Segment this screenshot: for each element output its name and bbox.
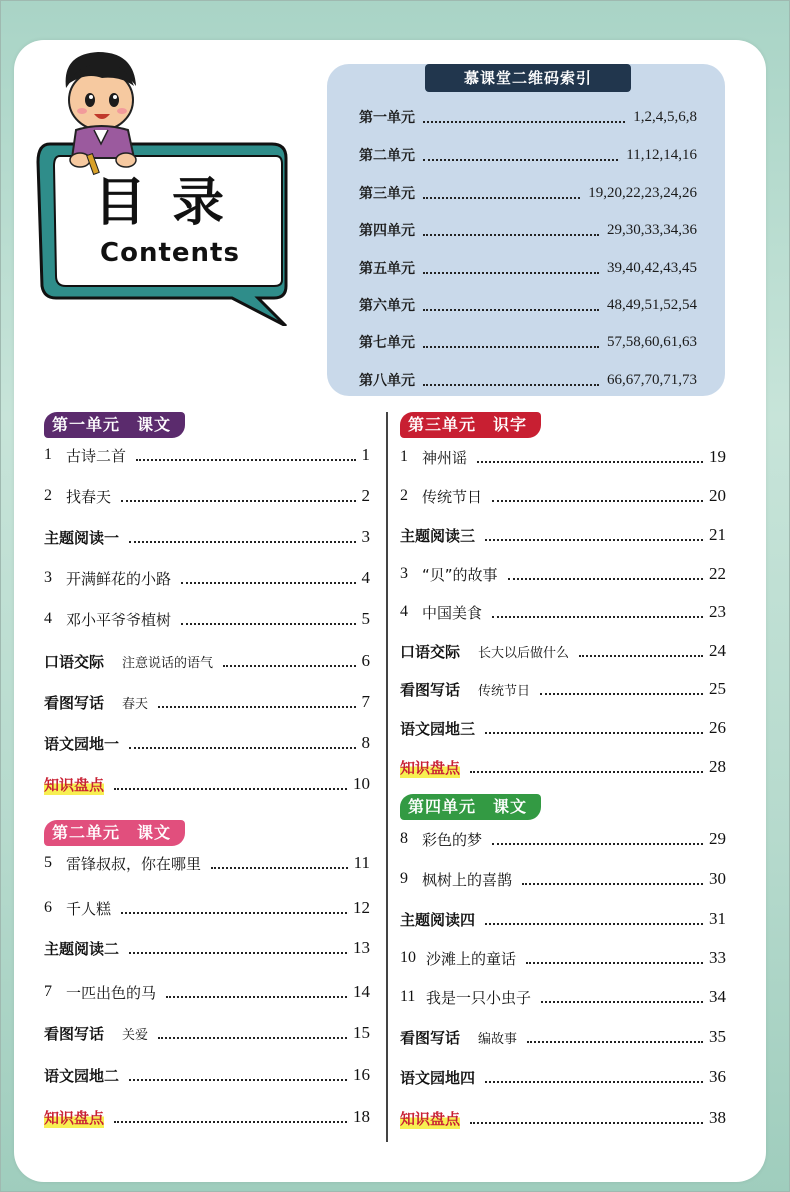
entry-title: 中国美食	[422, 603, 483, 622]
toc-entry[interactable]	[44, 526, 370, 548]
leader-dots	[485, 722, 703, 734]
leader-dots	[158, 696, 355, 708]
entry-page: 18	[353, 1107, 370, 1126]
leader-dots	[181, 572, 355, 584]
qr-row[interactable]	[359, 219, 697, 241]
entry-page: 8	[361, 733, 370, 752]
qr-row-pages: 57,58,60,61,63	[607, 333, 697, 350]
entry-page: 3	[361, 527, 370, 546]
entry-title: 开满鲜花的小路	[66, 569, 172, 588]
entry-subtitle: 注意说话的语气	[122, 655, 214, 671]
entry-page: 24	[709, 641, 726, 660]
leader-dots	[114, 778, 347, 790]
toc-entry[interactable]	[400, 446, 726, 468]
toc-entry[interactable]	[44, 1106, 370, 1128]
leader-dots	[477, 451, 703, 463]
column-divider	[386, 412, 388, 1142]
entry-page: 23	[709, 602, 726, 621]
entry-page: 4	[361, 568, 370, 587]
entry-page: 2	[361, 486, 370, 505]
entry-page: 36	[709, 1067, 726, 1086]
unit2-header: 第二单元 课文	[44, 820, 185, 846]
entry-title: 看图写话	[400, 1028, 461, 1047]
entry-title: 我是一只小虫子	[426, 988, 532, 1007]
qr-row[interactable]	[359, 182, 697, 204]
qr-row-pages: 29,30,33,34,36	[607, 221, 697, 238]
leader-dots	[158, 1027, 347, 1039]
entry-page: 35	[709, 1027, 726, 1046]
entry-page: 20	[709, 486, 726, 505]
entry-title: 语文园地四	[400, 1068, 476, 1087]
entry-title: 找春天	[66, 487, 112, 506]
entry-page: 10	[353, 774, 370, 793]
entry-page: 30	[709, 869, 726, 888]
entry-title: 神州谣	[422, 448, 468, 467]
entry-title: 口语交际	[44, 652, 105, 671]
entry-title: 邓小平爷爷植树	[66, 610, 172, 629]
entry-title: 古诗二首	[66, 446, 127, 465]
leader-dots	[423, 262, 599, 274]
qr-row[interactable]	[359, 294, 697, 316]
entry-page: 12	[353, 898, 370, 917]
toc-entry[interactable]	[400, 563, 726, 585]
entry-title: 雷锋叔叔，你在哪里	[66, 854, 202, 873]
qr-row-label: 第二单元	[359, 148, 415, 164]
toc-entry[interactable]	[44, 650, 370, 672]
entry-title: 千人糕	[66, 899, 112, 918]
toc-entry[interactable]	[400, 947, 726, 969]
entry-number: 6	[44, 899, 52, 916]
leader-dots	[136, 449, 355, 461]
leader-dots	[423, 111, 625, 123]
toc-entry[interactable]	[400, 828, 726, 850]
qr-row-pages: 48,49,51,52,54	[607, 296, 697, 313]
toc-entry[interactable]	[400, 1026, 726, 1048]
qr-row-label: 第五单元	[359, 261, 415, 277]
leader-dots	[423, 224, 599, 236]
entry-page: 1	[361, 445, 370, 464]
leader-dots	[129, 531, 355, 543]
entry-title: 传统节日	[422, 487, 483, 506]
entry-number: 1	[44, 446, 52, 463]
entry-page: 22	[709, 564, 726, 583]
entry-page: 25	[709, 679, 726, 698]
leader-dots	[485, 529, 703, 541]
leader-dots	[485, 1071, 703, 1083]
entry-page: 6	[361, 651, 370, 670]
leader-dots	[121, 902, 347, 914]
entry-title: 知识盘点	[400, 758, 461, 777]
entry-number: 4	[400, 603, 408, 620]
entry-number: 1	[400, 448, 408, 465]
entry-number: 2	[400, 487, 408, 504]
entry-number: 3	[44, 569, 52, 586]
qr-row[interactable]	[359, 257, 697, 279]
leader-dots	[470, 1112, 703, 1124]
toc-entry[interactable]	[400, 640, 726, 662]
qr-row-label: 第六单元	[359, 298, 415, 314]
leader-dots	[470, 761, 703, 773]
qr-row[interactable]	[359, 106, 697, 128]
entry-subtitle: 关爱	[122, 1027, 149, 1043]
entry-title: 知识盘点	[400, 1109, 461, 1128]
leader-dots	[492, 490, 703, 502]
entry-number: 9	[400, 870, 408, 887]
cartoon-boy-icon	[46, 48, 156, 178]
leader-dots	[492, 833, 703, 845]
toc-entry[interactable]	[44, 937, 370, 959]
leader-dots	[541, 991, 703, 1003]
entry-title: 口语交际	[400, 642, 461, 661]
entry-number: 10	[400, 949, 416, 966]
toc-entry[interactable]	[400, 485, 726, 507]
qr-row-label: 第七单元	[359, 335, 415, 351]
leader-dots	[485, 913, 703, 925]
leader-dots	[129, 1069, 347, 1081]
qr-row-label: 第一单元	[359, 110, 415, 126]
entry-page: 38	[709, 1108, 726, 1127]
leader-dots	[579, 645, 703, 657]
entry-page: 34	[709, 987, 726, 1006]
toc-entry[interactable]	[44, 567, 370, 589]
entry-title: 沙滩上的童话	[426, 949, 517, 968]
toc-entry[interactable]	[44, 1022, 370, 1044]
toc-entry[interactable]	[400, 601, 726, 623]
unit4-header: 第四单元 课文	[400, 794, 541, 820]
leader-dots	[121, 490, 355, 502]
entry-title: 枫树上的喜鹊	[422, 870, 513, 889]
entry-title: 知识盘点	[44, 1108, 105, 1127]
entry-title: 看图写话	[44, 1024, 105, 1043]
toc-entry[interactable]	[44, 981, 370, 1003]
qr-row-label: 第八单元	[359, 373, 415, 389]
entry-number: 2	[44, 487, 52, 504]
title-cn: 目录	[94, 173, 251, 233]
entry-page: 15	[353, 1023, 370, 1042]
qr-row-pages: 1,2,4,5,6,8	[633, 108, 697, 125]
qr-index-title: 慕课堂二维码索引	[425, 64, 631, 92]
entry-subtitle: 春天	[122, 696, 149, 712]
leader-dots	[114, 1111, 347, 1123]
entry-title: 一匹出色的马	[66, 983, 157, 1002]
entry-title: 语文园地二	[44, 1066, 120, 1085]
leader-dots	[423, 299, 599, 311]
entry-page: 21	[709, 525, 726, 544]
unit3-header: 第三单元 识字	[400, 412, 541, 438]
qr-row[interactable]	[359, 331, 697, 353]
entry-title: 语文园地一	[44, 734, 120, 753]
qr-index-panel	[327, 64, 725, 396]
entry-subtitle: 长大以后做什么	[478, 645, 570, 661]
toc-entry[interactable]	[400, 1066, 726, 1088]
entry-page: 5	[361, 609, 370, 628]
leader-dots	[423, 187, 580, 199]
toc-entry[interactable]	[44, 852, 370, 874]
qr-row-pages: 11,12,14,16	[626, 146, 697, 163]
leader-dots	[492, 606, 703, 618]
qr-row-label: 第四单元	[359, 223, 415, 239]
entry-title: “贝”的故事	[422, 565, 498, 584]
qr-row-pages: 19,20,22,23,24,26	[588, 184, 697, 201]
leader-dots	[423, 336, 599, 348]
toc-entry[interactable]	[44, 485, 370, 507]
entry-page: 29	[709, 829, 726, 848]
entry-number: 4	[44, 610, 52, 627]
toc-entry[interactable]	[400, 868, 726, 890]
toc-entry[interactable]	[400, 908, 726, 930]
entry-number: 3	[400, 565, 408, 582]
entry-title: 主题阅读一	[44, 528, 120, 547]
leader-dots	[181, 613, 355, 625]
entry-number: 7	[44, 983, 52, 1000]
toc-entry[interactable]	[44, 732, 370, 754]
qr-row-label: 第三单元	[359, 186, 415, 202]
entry-number: 8	[400, 830, 408, 847]
entry-page: 16	[353, 1065, 370, 1084]
unit1-header: 第一单元 课文	[44, 412, 185, 438]
toc-entry[interactable]	[44, 691, 370, 713]
leader-dots	[129, 737, 355, 749]
toc-entry[interactable]	[44, 1064, 370, 1086]
qr-row[interactable]	[359, 369, 697, 391]
leader-dots	[423, 149, 618, 161]
toc-entry[interactable]	[44, 608, 370, 630]
entry-page: 7	[361, 692, 370, 711]
entry-page: 13	[353, 938, 370, 957]
toc-entry[interactable]	[400, 678, 726, 700]
toc-entry[interactable]	[400, 717, 726, 739]
entry-subtitle: 编故事	[478, 1031, 518, 1047]
title-en: Contents	[100, 238, 240, 268]
entry-page: 11	[353, 853, 370, 872]
entry-title: 看图写话	[400, 680, 461, 699]
toc-entry[interactable]	[400, 1107, 726, 1129]
leader-dots	[211, 857, 348, 869]
entry-number: 11	[400, 988, 416, 1005]
qr-row-pages: 39,40,42,43,45	[607, 259, 697, 276]
qr-row-pages: 66,67,70,71,73	[607, 371, 697, 388]
leader-dots	[522, 873, 703, 885]
entry-title: 语文园地三	[400, 719, 476, 738]
qr-row[interactable]	[359, 144, 697, 166]
leader-dots	[166, 986, 347, 998]
entry-title: 知识盘点	[44, 775, 105, 794]
entry-title: 主题阅读四	[400, 910, 476, 929]
entry-title: 看图写话	[44, 693, 105, 712]
leader-dots	[223, 655, 355, 667]
toc-entry[interactable]	[44, 773, 370, 795]
entry-number: 5	[44, 854, 52, 871]
entry-title: 主题阅读三	[400, 526, 476, 545]
title-block	[36, 48, 326, 348]
leader-dots	[129, 942, 347, 954]
entry-page: 28	[709, 757, 726, 776]
toc-entry[interactable]	[400, 986, 726, 1008]
toc-entry[interactable]	[44, 444, 370, 466]
leader-dots	[540, 683, 703, 695]
toc-entry[interactable]	[44, 897, 370, 919]
entry-page: 31	[709, 909, 726, 928]
leader-dots	[526, 952, 703, 964]
entry-title: 主题阅读二	[44, 939, 120, 958]
entry-page: 33	[709, 948, 726, 967]
toc-entry[interactable]	[400, 756, 726, 778]
entry-page: 19	[709, 447, 726, 466]
entry-page: 14	[353, 982, 370, 1001]
toc-entry[interactable]	[400, 524, 726, 546]
leader-dots	[527, 1031, 703, 1043]
entry-page: 26	[709, 718, 726, 737]
entry-subtitle: 传统节日	[478, 683, 531, 699]
leader-dots	[423, 374, 599, 386]
leader-dots	[508, 568, 703, 580]
entry-title: 彩色的梦	[422, 830, 483, 849]
